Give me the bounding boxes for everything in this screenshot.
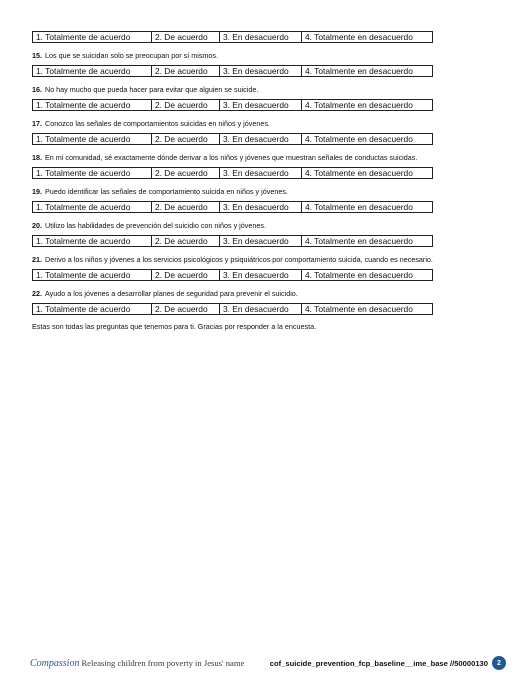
response-option-2[interactable]: 2. De acuerdo — [151, 304, 219, 314]
question-number: 16. — [32, 85, 42, 94]
response-option-3[interactable]: 3. En desacuerdo — [219, 168, 301, 178]
brand — [30, 658, 244, 669]
response-option-3[interactable]: 3. En desacuerdo — [219, 202, 301, 212]
question-item — [32, 288, 502, 300]
response-option-2[interactable]: 2. De acuerdo — [151, 270, 219, 280]
response-option-2[interactable]: 2. De acuerdo — [151, 134, 219, 144]
brand-tagline: Releasing children from poverty in Jesus' name — [81, 658, 245, 668]
response-option-4[interactable]: 4. Totalmente en desacuerdo — [301, 32, 432, 42]
page-footer — [30, 652, 506, 674]
question-number: 18. — [32, 153, 42, 162]
response-option-3[interactable]: 3. En desacuerdo — [219, 32, 301, 42]
compassion-logo: Compassion — [30, 657, 80, 669]
question-item — [32, 152, 502, 164]
question-number: 17. — [32, 119, 42, 128]
response-scale — [32, 133, 433, 145]
response-option-4[interactable]: 4. Totalmente en desacuerdo — [301, 202, 432, 212]
response-option-1[interactable]: 1. Totalmente de acuerdo — [36, 304, 131, 314]
response-scale — [32, 167, 433, 179]
question-text: Utilizo las habilidades de prevención del suicidio con niños y jóvenes. — [45, 221, 266, 230]
response-option-2[interactable]: 2. De acuerdo — [151, 202, 219, 212]
question-number: 22. — [32, 289, 42, 298]
response-option-4[interactable]: 4. Totalmente en desacuerdo — [301, 236, 432, 246]
question-number: 15. — [32, 51, 42, 60]
document-code: cof_suicide_prevention_fcp_baseline__ime_base //50000130 — [269, 658, 488, 668]
response-option-1[interactable]: 1. Totalmente de acuerdo — [36, 202, 131, 212]
response-option-3[interactable]: 3. En desacuerdo — [219, 236, 301, 246]
response-scale — [32, 31, 433, 43]
question-item — [32, 220, 502, 232]
response-option-4[interactable]: 4. Totalmente en desacuerdo — [301, 134, 432, 144]
response-option-3[interactable]: 3. En desacuerdo — [219, 134, 301, 144]
question-text: Conozco las señales de comportamientos suicidas en niños y jóvenes. — [45, 119, 270, 128]
question-item — [32, 84, 502, 96]
response-scale — [32, 303, 433, 315]
document-reference — [270, 656, 506, 670]
question-number: 19. — [32, 187, 42, 196]
response-option-1[interactable]: 1. Totalmente de acuerdo — [36, 236, 131, 246]
question-text: En mi comunidad, sé exactamente dónde derivar a los niños y jóvenes que muestran señales de conductas suicidas. — [45, 153, 418, 162]
response-option-4[interactable]: 4. Totalmente en desacuerdo — [301, 304, 432, 314]
page-number-badge: 2 — [492, 656, 506, 670]
response-scale — [32, 235, 433, 247]
response-option-2[interactable]: 2. De acuerdo — [151, 100, 219, 110]
response-option-3[interactable]: 3. En desacuerdo — [219, 304, 301, 314]
response-option-4[interactable]: 4. Totalmente en desacuerdo — [301, 270, 432, 280]
response-scale — [32, 201, 433, 213]
response-scale — [32, 99, 433, 111]
question-number: 20. — [32, 221, 42, 230]
question-text: Puedo identificar las señales de comportamiento suicida en niños y jóvenes. — [45, 187, 288, 196]
question-item — [32, 118, 502, 130]
response-option-4[interactable]: 4. Totalmente en desacuerdo — [301, 168, 432, 178]
survey-content — [32, 31, 502, 331]
question-item — [32, 186, 502, 198]
response-option-1[interactable]: 1. Totalmente de acuerdo — [36, 134, 131, 144]
response-scale — [32, 269, 433, 281]
response-option-1[interactable]: 1. Totalmente de acuerdo — [36, 100, 131, 110]
response-option-3[interactable]: 3. En desacuerdo — [219, 66, 301, 76]
question-text: Ayudo a los jóvenes a desarrollar planes de seguridad para prevenir el suicidio. — [45, 289, 298, 298]
response-option-2[interactable]: 2. De acuerdo — [151, 168, 219, 178]
response-option-2[interactable]: 2. De acuerdo — [151, 66, 219, 76]
question-item — [32, 50, 502, 62]
response-option-2[interactable]: 2. De acuerdo — [151, 32, 219, 42]
response-option-4[interactable]: 4. Totalmente en desacuerdo — [301, 100, 432, 110]
response-option-1[interactable]: 1. Totalmente de acuerdo — [36, 66, 131, 76]
response-option-3[interactable]: 3. En desacuerdo — [219, 270, 301, 280]
question-text: Los que se suicidan solo se preocupan por sí mismos. — [45, 51, 218, 60]
response-option-4[interactable]: 4. Totalmente en desacuerdo — [301, 66, 432, 76]
response-option-1[interactable]: 1. Totalmente de acuerdo — [36, 270, 131, 280]
response-option-2[interactable]: 2. De acuerdo — [151, 236, 219, 246]
question-text: No hay mucho que pueda hacer para evitar que alguien se suicide. — [45, 85, 259, 94]
question-text: Derivo a los niños y jóvenes a los servicios psicológicos y psiquiátricos por comportamiento suicida, cuando es necesario. — [45, 255, 433, 264]
response-option-1[interactable]: 1. Totalmente de acuerdo — [36, 32, 131, 42]
question-number: 21. — [32, 255, 42, 264]
response-option-3[interactable]: 3. En desacuerdo — [219, 100, 301, 110]
closing-text: Estas son todas las preguntas que tenemos para ti. Gracias por responder a la encuesta. — [32, 322, 317, 331]
question-item — [32, 254, 502, 266]
response-scale — [32, 65, 433, 77]
response-option-1[interactable]: 1. Totalmente de acuerdo — [36, 168, 131, 178]
